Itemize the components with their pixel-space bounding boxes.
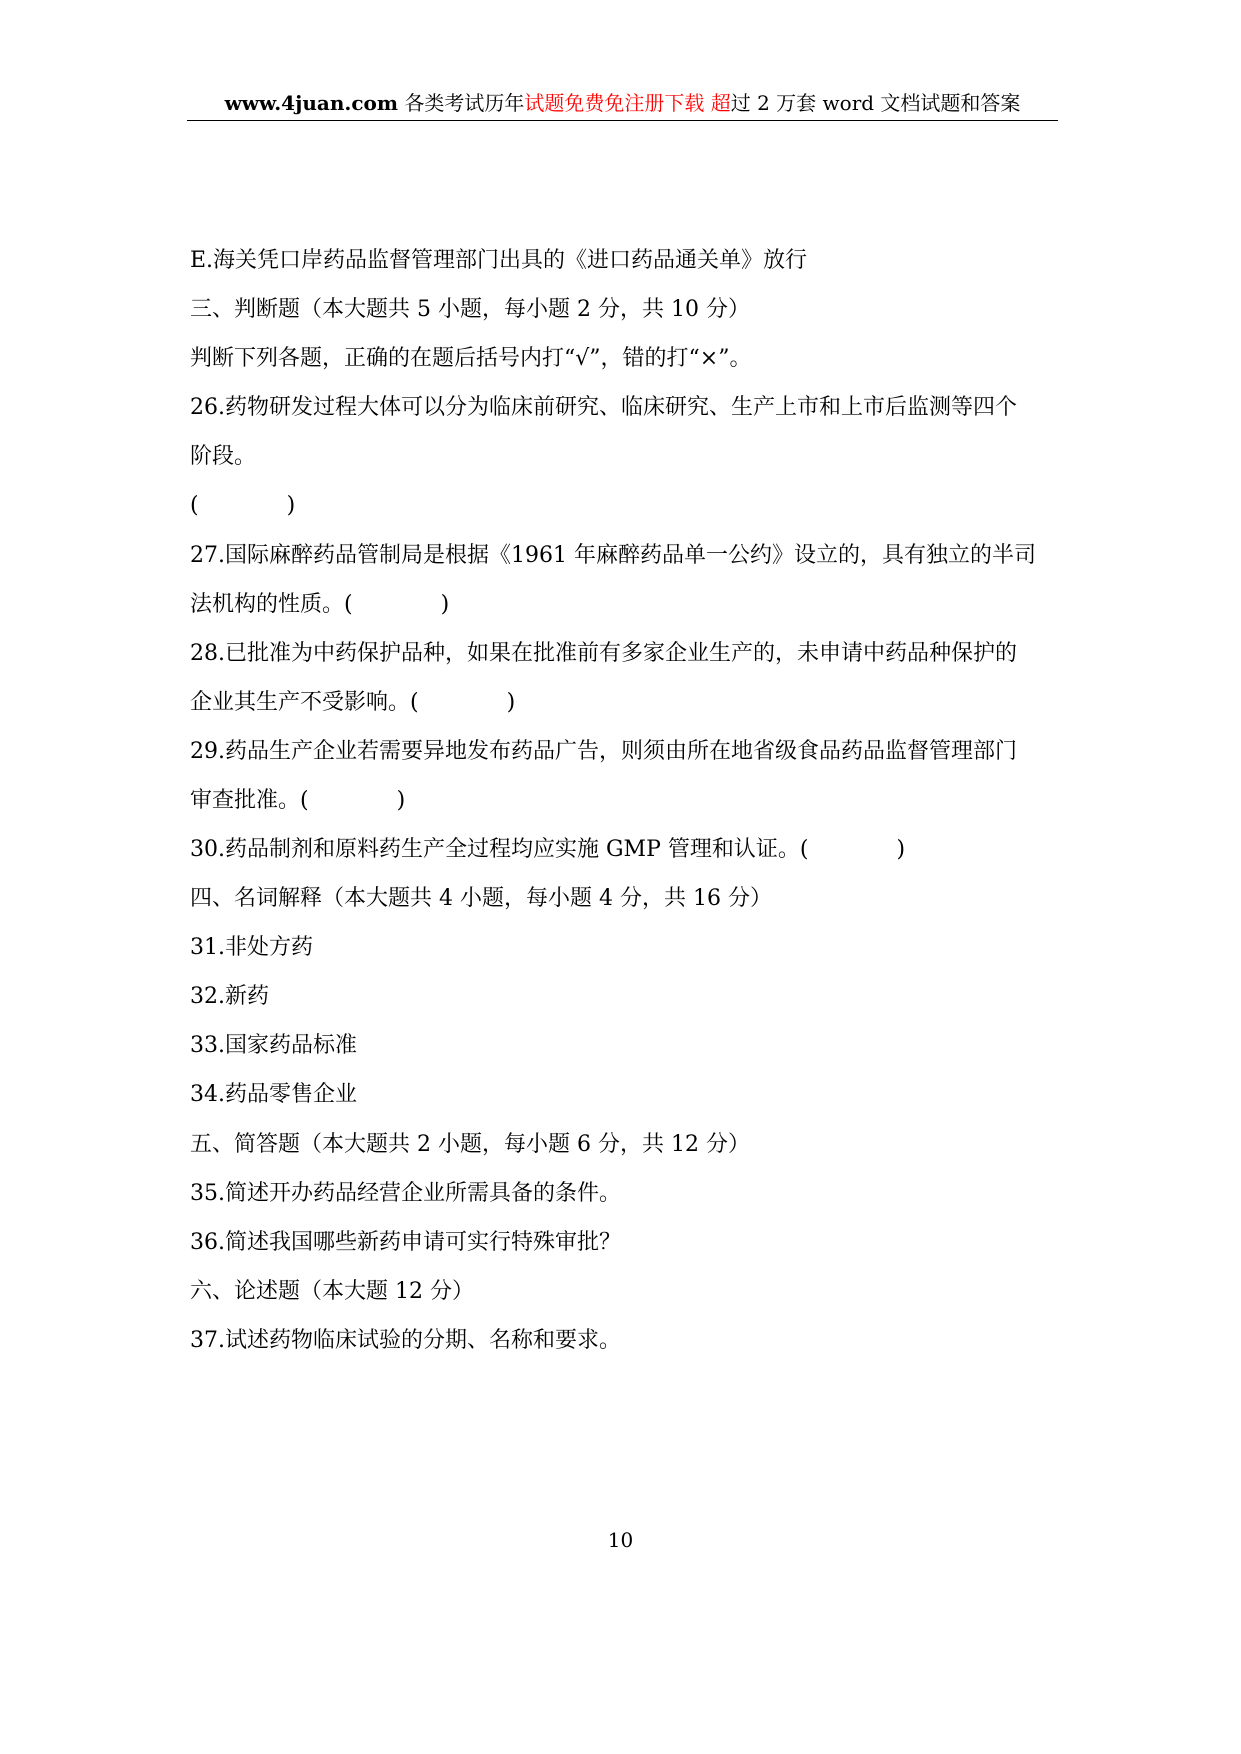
question-28-line-2: 企业其生产不受影响。( ) [190,690,516,715]
question-33: 33.国家药品标准 [190,1033,357,1058]
question-28-line-1: 28.已批准为中药保护品种，如果在批准前有多家企业生产的，未申请中药品种保护的 [190,641,1017,666]
header-red-text-1: 试题免费免注册下载 [524,91,705,115]
question-26-answer-blank: ( ) [190,493,296,518]
header-text-1: 各类考试历年 [398,91,525,115]
question-35: 35.简述开办药品经营企业所需具备的条件。 [190,1181,621,1206]
header-red-text-2: 超 [704,91,731,115]
question-29-line-1: 29.药品生产企业若需要异地发布药品广告，则须由所在地省级食品药品监督管理部门 [190,739,1017,764]
question-32: 32.新药 [190,984,269,1009]
section-4-heading: 四、名词解释（本大题共 4 小题，每小题 4 分，共 16 分） [190,886,772,911]
page-header [187,88,1058,121]
section-3-heading: 三、判断题（本大题共 5 小题，每小题 2 分，共 10 分） [190,297,750,322]
question-36: 36.简述我国哪些新药申请可实行特殊审批？ [190,1230,621,1255]
question-26-line-2: 阶段。 [190,444,257,469]
section-6-heading: 六、论述题（本大题 12 分） [190,1279,474,1304]
section-5-heading: 五、简答题（本大题共 2 小题，每小题 6 分，共 12 分） [190,1132,750,1157]
header-site: www.4juan.com [224,91,399,115]
option-e: E.海关凭口岸药品监督管理部门出具的《进口药品通关单》放行 [190,248,808,273]
question-31: 31.非处方药 [190,935,313,960]
question-30: 30.药品制剂和原料药生产全过程均应实施 GMP 管理和认证。( ) [190,837,906,862]
question-27-line-2: 法机构的性质。( ) [190,592,450,617]
question-26-line-1: 26.药物研发过程大体可以分为临床前研究、临床研究、生产上市和上市后监测等四个 [190,395,1017,420]
question-37: 37.试述药物临床试验的分期、名称和要求。 [190,1328,621,1353]
question-34: 34.药品零售企业 [190,1082,357,1107]
section-3-instruction: 判断下列各题，正确的在题后括号内打“√”，错的打“×”。 [190,346,752,371]
header-text-2: 过 2 万套 word 文档试题和答案 [730,91,1021,115]
page-number: 10 [607,1528,634,1552]
question-27-line-1: 27.国际麻醉药品管制局是根据《1961 年麻醉药品单一公约》设立的，具有独立的半司 [190,543,1036,568]
question-29-line-2: 审查批准。( ) [190,788,406,813]
